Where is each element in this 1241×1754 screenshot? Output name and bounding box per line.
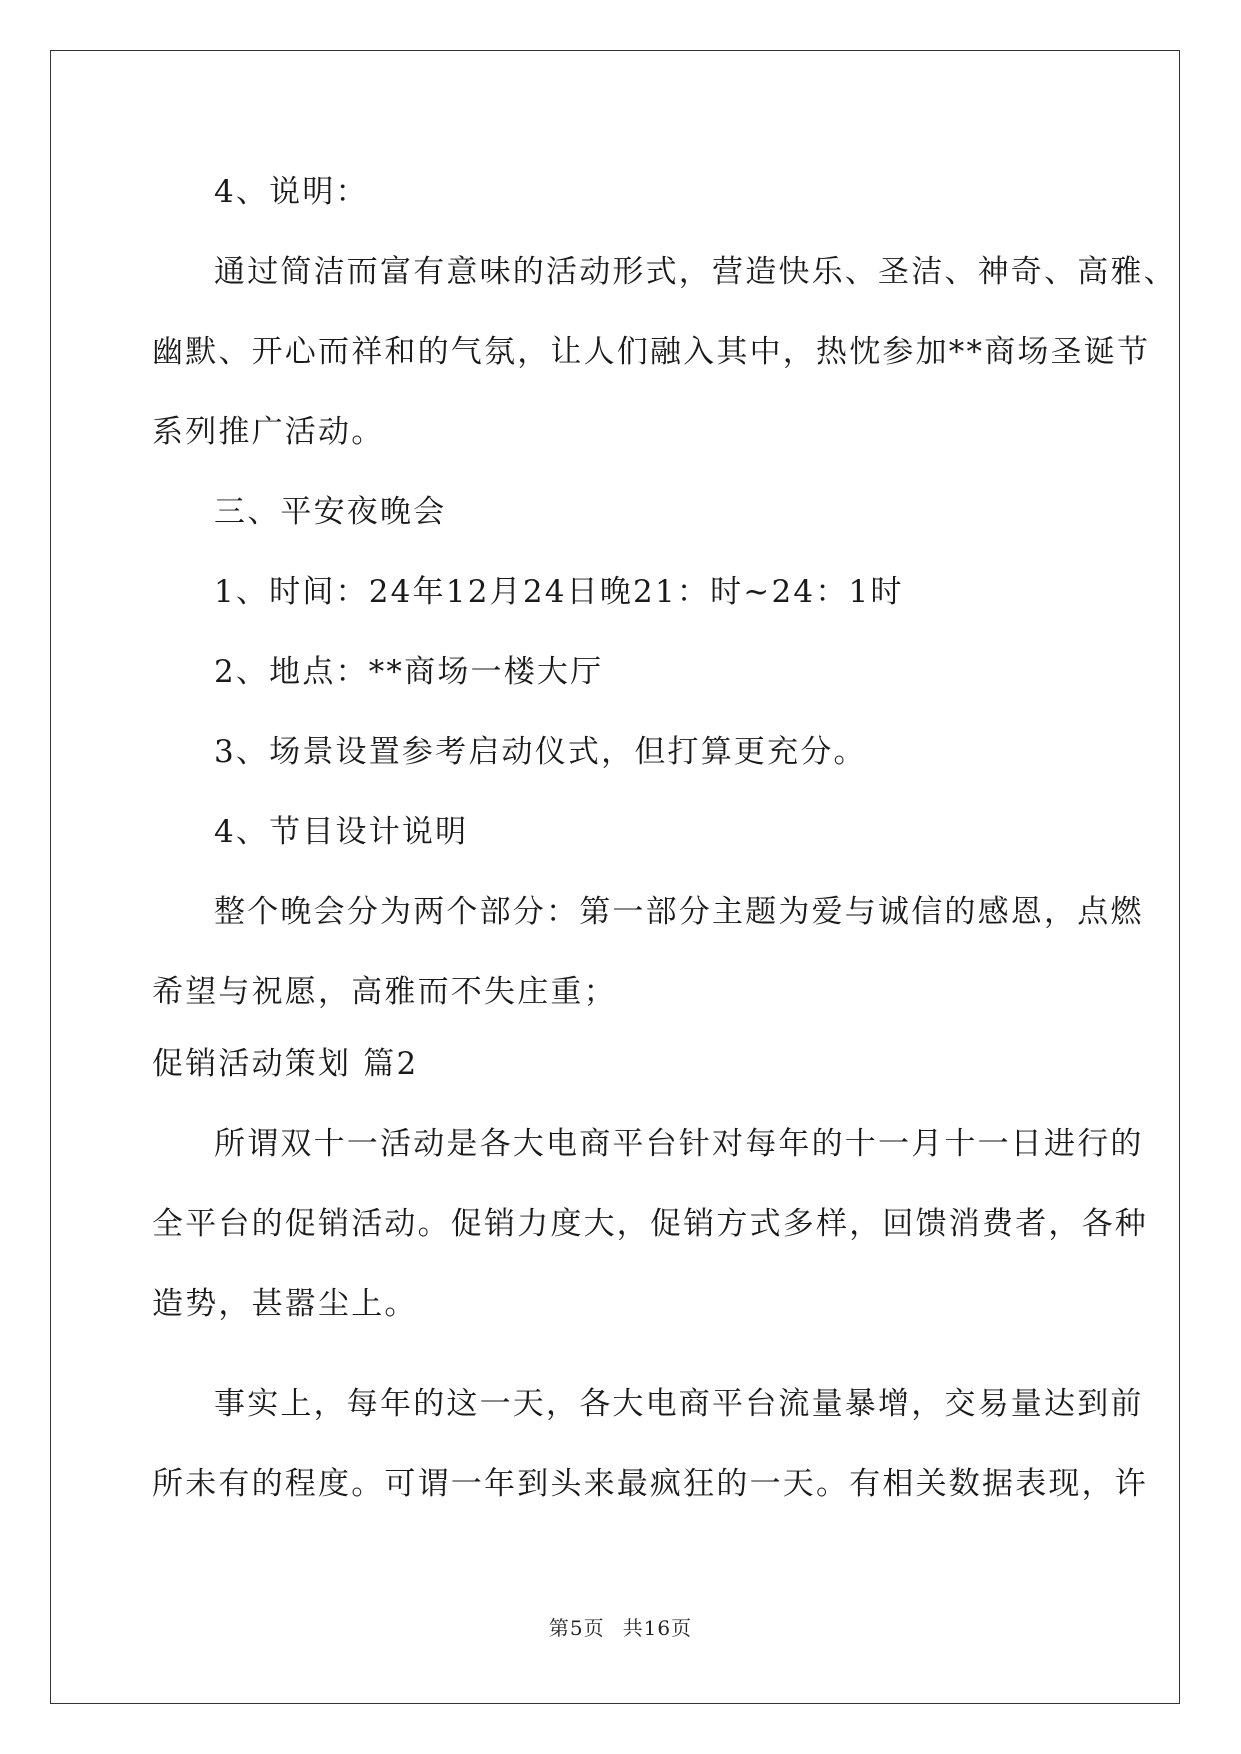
page-number: 第5页: [548, 1616, 605, 1640]
paragraph-line: 所谓双十一活动是各大电商平台针对每年的十一月十一日进行的: [214, 1126, 1144, 1162]
paragraph-line: 4、说明：: [214, 174, 369, 210]
paragraph-line: 全平台的促销活动。促销力度大，促销方式多样，回馈消费者，各种: [152, 1206, 1148, 1242]
paragraph-line: 幽默、开心而祥和的气氛，让人们融入其中，热忱参加**商场圣诞节: [152, 334, 1151, 370]
paragraph-line: 2、地点：**商场一楼大厅: [214, 654, 604, 690]
paragraph-line: 所未有的程度。可谓一年到头来最疯狂的一天。有相关数据表现，许: [152, 1466, 1148, 1502]
page-footer: [0, 1612, 1241, 1641]
paragraph-line: 整个晚会分为两个部分：第一部分主题为爱与诚信的感恩，点燃: [214, 894, 1144, 930]
paragraph-line: 造势，甚嚣尘上。: [152, 1286, 418, 1322]
paragraph-line: 事实上，每年的这一天，各大电商平台流量暴增，交易量达到前: [214, 1386, 1144, 1422]
page-total: 共16页: [622, 1616, 693, 1640]
paragraph-line: 通过简洁而富有意味的活动形式，营造快乐、圣洁、神奇、高雅、: [214, 254, 1177, 290]
paragraph-line: 3、场景设置参考启动仪式，但打算更充分。: [214, 734, 867, 770]
paragraph-line: 系列推广活动。: [152, 414, 385, 450]
paragraph-line: 希望与祝愿，高雅而不失庄重；: [152, 974, 617, 1010]
section-heading: 三、平安夜晚会: [214, 494, 447, 530]
paragraph-line: 1、时间：24年12月24日晚21：时~24：1时: [214, 574, 904, 610]
section-title: 促销活动策划 篇2: [152, 1046, 419, 1082]
page-border: [50, 50, 1180, 1704]
paragraph-line: 4、节目设计说明: [214, 814, 469, 850]
